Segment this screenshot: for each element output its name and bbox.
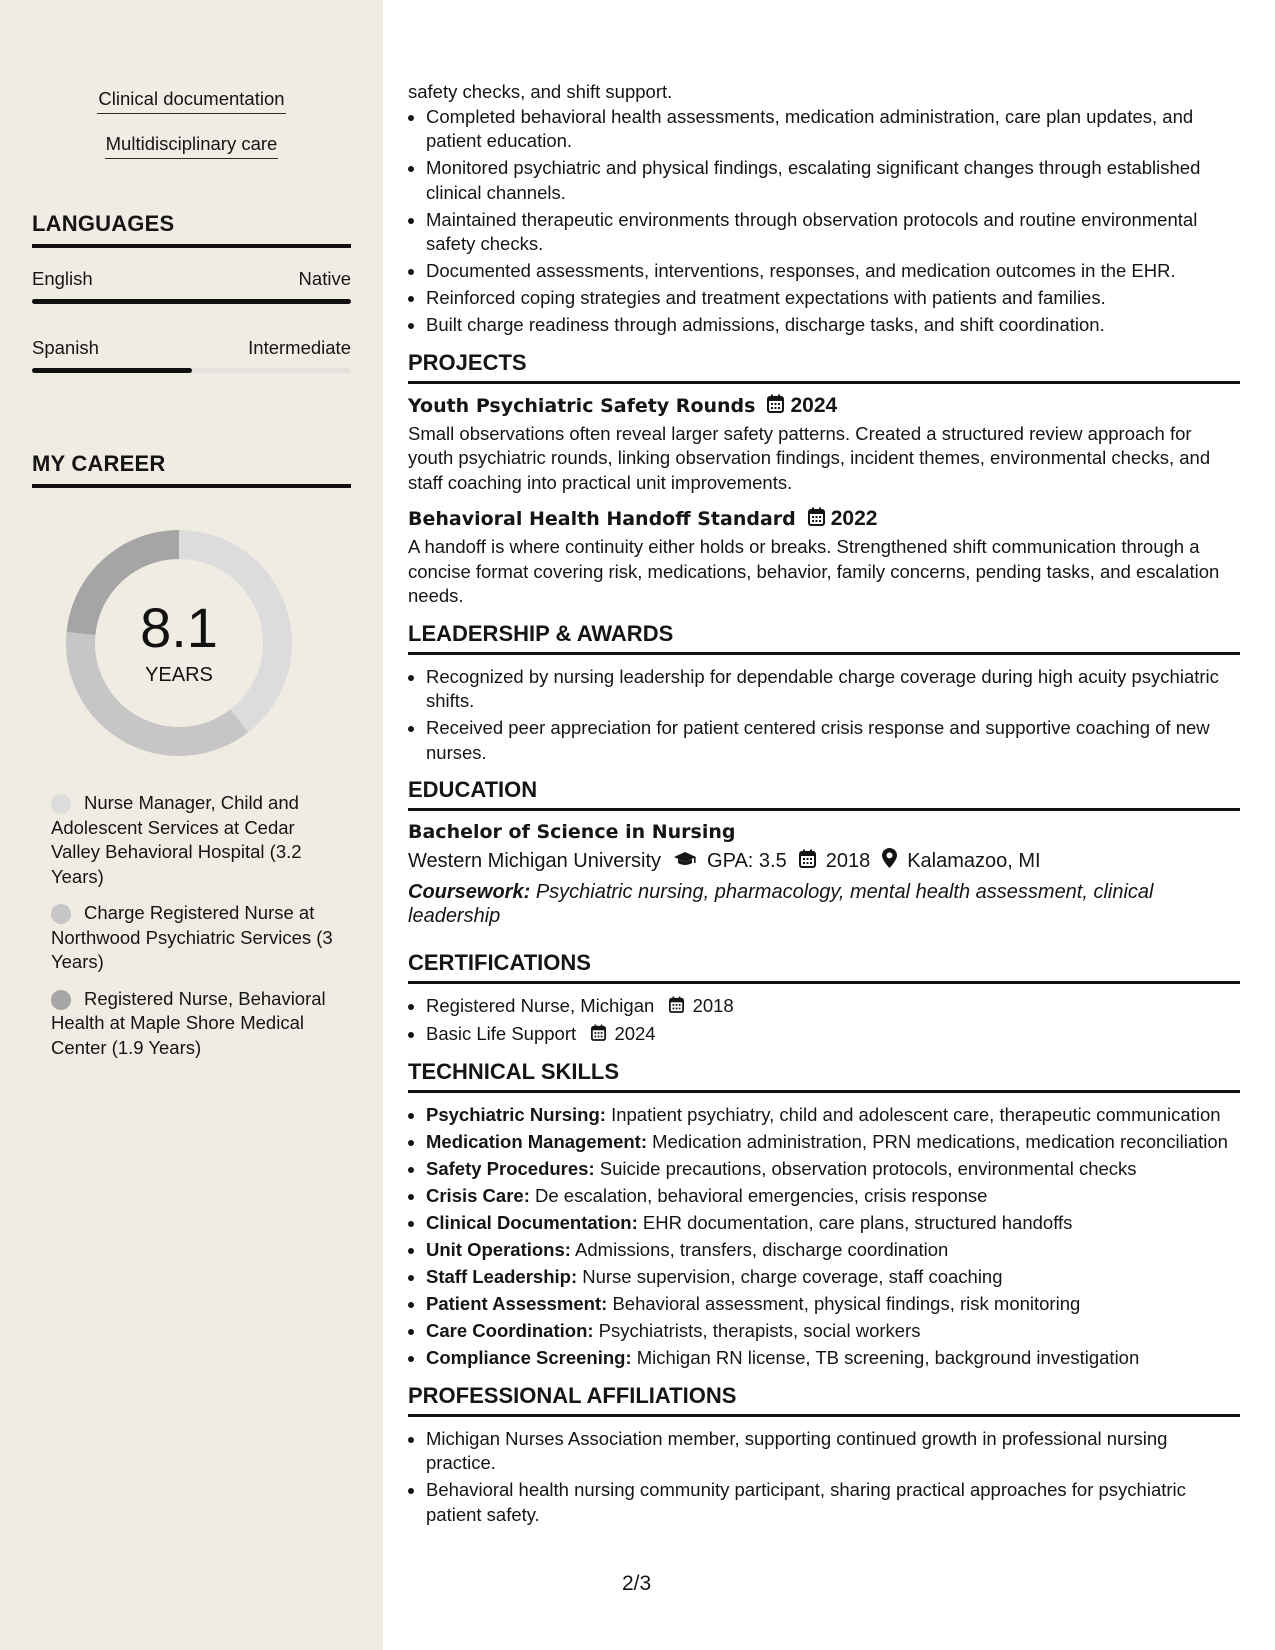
language-name: English xyxy=(32,268,93,289)
language-proficiency-fill xyxy=(32,368,192,373)
affiliations-heading: PROFESSIONAL AFFILIATIONS xyxy=(408,1383,1240,1417)
skill-item xyxy=(408,1184,1240,1209)
coursework xyxy=(408,880,1240,928)
skill-label: Clinical Documentation: xyxy=(426,1212,638,1234)
skill-label: Staff Leadership: xyxy=(426,1266,578,1288)
certification-name: Basic Life Support xyxy=(426,1022,577,1044)
bullet-item: Reinforced coping strategies and treatment expectations with patients and families. xyxy=(408,286,1240,311)
skill-label: Crisis Care: xyxy=(426,1185,530,1207)
legend-dot xyxy=(51,794,71,814)
career-donut-chart xyxy=(66,530,292,756)
career-item xyxy=(51,987,341,1061)
bullet-item: Monitored psychiatric and physical findings, escalating significant changes through established clinical channels. xyxy=(408,156,1240,205)
skill-item xyxy=(408,1319,1240,1344)
language-row xyxy=(32,268,351,290)
skill-tag: Clinical documentation xyxy=(0,88,383,114)
education-details xyxy=(408,848,1240,874)
bullet-item: Maintained therapeutic environments through observation protocols and routine environmental safety checks. xyxy=(408,208,1240,257)
project-description: A handoff is where continuity either holds or breaks. Strengthened shift communication through a concise format covering risk, medications, behavior, family concerns, pending tasks, and escalation needs. xyxy=(408,536,1220,606)
education-heading: EDUCATION xyxy=(408,777,1240,811)
leadership-heading: LEADERSHIP & AWARDS xyxy=(408,621,1240,655)
skill-text: Medication administration, PRN medications, medication reconciliation xyxy=(652,1131,1228,1153)
skill-label: Compliance Screening: xyxy=(426,1347,632,1369)
skill-item xyxy=(408,1103,1240,1128)
bullet-item: Recognized by nursing leadership for dependable charge coverage during high acuity psychiatric shifts. xyxy=(408,665,1240,714)
skill-label: Psychiatric Nursing: xyxy=(426,1104,606,1126)
page-number: 2/3 xyxy=(622,1572,652,1595)
skill-item xyxy=(408,1238,1240,1263)
skill-item xyxy=(408,1346,1240,1371)
technical-skills-list xyxy=(408,1103,1240,1371)
certifications-heading: CERTIFICATIONS xyxy=(408,950,1240,984)
legend-dot xyxy=(51,990,71,1010)
skill-text: Michigan RN license, TB screening, background investigation xyxy=(636,1347,1140,1369)
calendar-icon xyxy=(808,507,825,531)
bullet-item: Michigan Nurses Association member, supporting continued growth in professional nursing practice. xyxy=(408,1427,1240,1476)
education-item xyxy=(408,821,1240,928)
degree-title: Bachelor of Science in Nursing xyxy=(408,821,736,843)
language-row xyxy=(32,337,351,359)
language-name: Spanish xyxy=(32,337,99,358)
project-title: Youth Psychiatric Safety Rounds xyxy=(408,394,756,417)
sidebar xyxy=(0,0,383,1650)
calendar-icon xyxy=(591,1023,606,1048)
language-proficiency-bar xyxy=(32,368,351,373)
bullet-item: Documented assessments, interventions, responses, and medication outcomes in the EHR. xyxy=(408,259,1240,284)
certification-year: 2024 xyxy=(614,1022,656,1044)
certification-name: Registered Nurse, Michigan xyxy=(426,995,655,1016)
career-item xyxy=(51,791,341,889)
languages-heading: LANGUAGES xyxy=(32,211,351,248)
skill-label: Patient Assessment: xyxy=(426,1293,608,1315)
skill-item xyxy=(408,1292,1240,1317)
career-item-text: Nurse Manager, Child and Adolescent Services at Cedar Valley Behavioral Hospital (3.2 Years) xyxy=(51,792,302,887)
career-total-years: 8.1 xyxy=(140,596,218,659)
skill-label: Unit Operations: xyxy=(426,1239,571,1261)
legend-dot xyxy=(51,904,71,924)
calendar-icon xyxy=(669,995,684,1020)
language-proficiency-fill xyxy=(32,299,351,304)
skill-text: EHR documentation, care plans, structured handoffs xyxy=(642,1212,1073,1234)
skill-text: Psychiatrists, therapists, social workers xyxy=(598,1320,921,1342)
leadership-bullets xyxy=(408,665,1240,766)
skill-item xyxy=(408,1157,1240,1182)
project-description: Small observations often reveal larger safety patterns. Created a structured review approach for youth psychiatric rounds, linking observation findings, incident themes, environmental checks, and staff coaching into practical unit improvements. xyxy=(408,422,1211,493)
project-year: 2022 xyxy=(830,507,878,530)
project-item xyxy=(408,507,1240,609)
gpa: GPA: 3.5 xyxy=(707,849,787,872)
project-year: 2024 xyxy=(790,393,838,417)
career-legend xyxy=(51,791,341,1072)
coursework-label: Coursework: xyxy=(408,881,531,903)
project-title-row xyxy=(408,507,1240,531)
projects-heading: PROJECTS xyxy=(408,350,1240,384)
calendar-icon xyxy=(799,849,816,874)
skill-label: Care Coordination: xyxy=(426,1320,594,1342)
affiliations-bullets xyxy=(408,1427,1240,1528)
experience-continued xyxy=(408,80,1240,338)
experience-lead-text: safety checks, and shift support. xyxy=(408,81,673,102)
graduation-cap-icon xyxy=(673,850,697,873)
skill-label: Safety Procedures: xyxy=(426,1158,595,1180)
career-item-text: Registered Nurse, Behavioral Health at Maple Shore Medical Center (1.9 Years) xyxy=(51,987,326,1058)
technical-skills-heading: TECHNICAL SKILLS xyxy=(408,1059,1240,1093)
certifications-list xyxy=(408,994,1240,1047)
career-heading: MY CAREER xyxy=(32,451,351,488)
certification-item xyxy=(408,994,1240,1019)
skill-text: De escalation, behavioral emergencies, crisis response xyxy=(535,1185,988,1207)
language-level: Intermediate xyxy=(248,337,351,358)
skill-text: Inpatient psychiatry, child and adolescent care, therapeutic communication xyxy=(611,1104,1221,1126)
main-content xyxy=(408,80,1240,1530)
language-level: Native xyxy=(298,268,351,289)
skill-item xyxy=(408,1211,1240,1236)
bullet-item: Behavioral health nursing community participant, sharing practical approaches for psychiatric patient safety. xyxy=(408,1478,1240,1527)
skill-label: Medication Management: xyxy=(426,1131,647,1153)
skill-item xyxy=(408,1265,1240,1290)
bullet-item: Built charge readiness through admissions, discharge tasks, and shift coordination. xyxy=(408,313,1240,338)
skill-text: Nurse supervision, charge coverage, staff coaching xyxy=(582,1266,1003,1288)
graduation-year: 2018 xyxy=(825,849,871,872)
skill-tag: Multidisciplinary care xyxy=(0,133,383,159)
project-title-row xyxy=(408,394,1240,418)
language-proficiency-bar xyxy=(32,299,351,304)
certification-item xyxy=(408,1022,1240,1047)
location-pin-icon xyxy=(882,848,897,874)
experience-bullets xyxy=(408,105,1240,338)
skill-text: Suicide precautions, observation protocols, environmental checks xyxy=(599,1158,1137,1180)
bullet-item: Received peer appreciation for patient centered crisis response and supportive coaching of new nurses. xyxy=(408,716,1240,765)
school-location: Kalamazoo, MI xyxy=(907,849,1041,872)
certification-year: 2018 xyxy=(692,995,734,1016)
career-item xyxy=(51,901,341,975)
coursework-text: Psychiatric nursing, pharmacology, mental health assessment, clinical leadership xyxy=(408,881,1154,927)
project-title: Behavioral Health Handoff Standard xyxy=(408,508,796,530)
career-item-text: Charge Registered Nurse at Northwood Psychiatric Services (3 Years) xyxy=(51,902,333,972)
career-total-unit: YEARS xyxy=(145,664,213,686)
school-name: Western Michigan University xyxy=(408,849,662,872)
bullet-item: Completed behavioral health assessments, medication administration, care plan updates, and patient education. xyxy=(408,105,1240,154)
calendar-icon xyxy=(767,394,784,418)
skill-text: Behavioral assessment, physical findings, risk monitoring xyxy=(612,1293,1081,1315)
skill-text: Admissions, transfers, discharge coordination xyxy=(575,1239,949,1261)
project-item xyxy=(408,394,1240,496)
skill-item xyxy=(408,1130,1240,1155)
